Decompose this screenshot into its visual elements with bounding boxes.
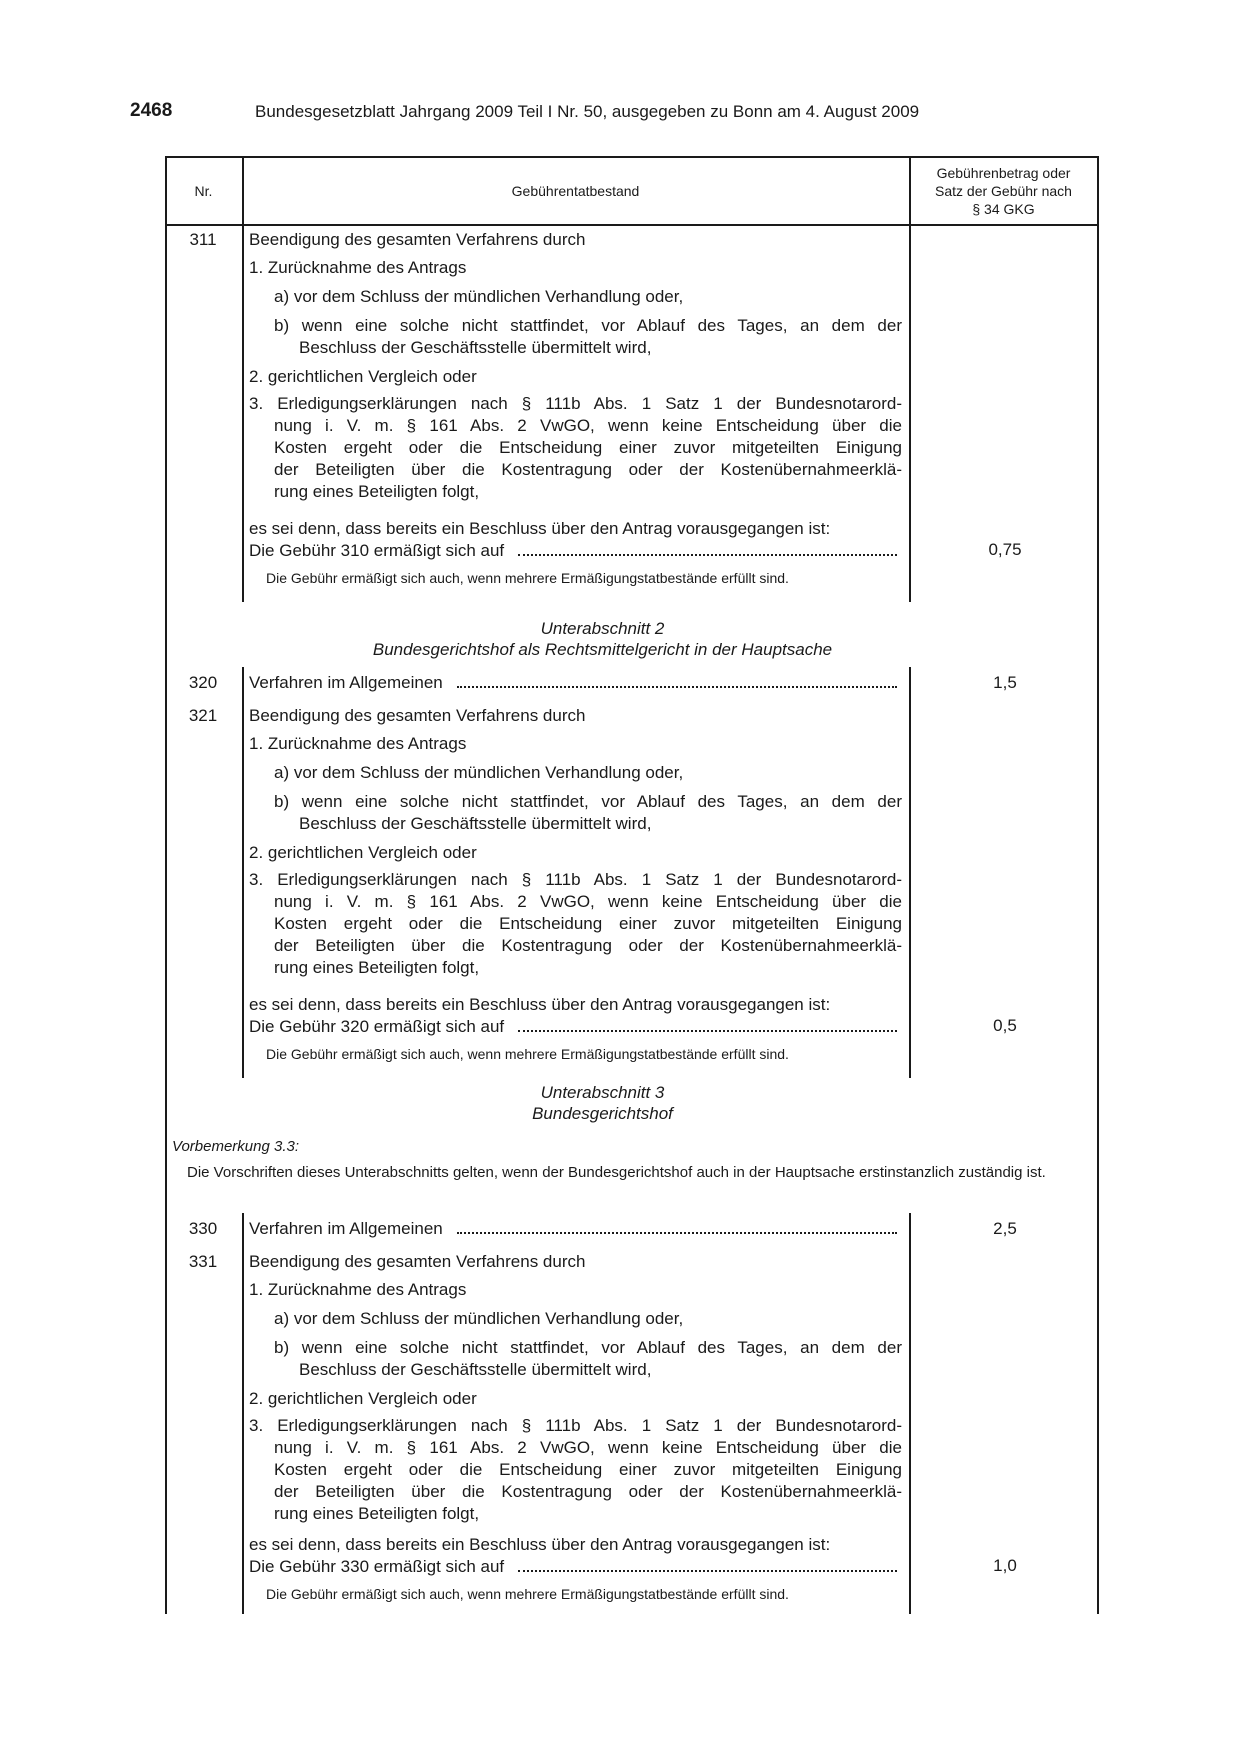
list-item-continuation: der Beteiligten über die Kostentragung oder der Kostenübernahmeerklä- xyxy=(274,1482,902,1501)
table-right-border xyxy=(1097,156,1099,1614)
leader-dots xyxy=(518,1029,897,1032)
list-subitem: b) wenn eine solche nicht stattfindet, vor Ablauf des Tages, an dem der xyxy=(274,792,902,811)
table-top-rule xyxy=(165,156,1098,158)
leader-dots xyxy=(518,1569,897,1572)
fee-leader-line xyxy=(249,672,899,694)
column-header-fee-line: § 34 GKG xyxy=(972,201,1035,217)
column-divider xyxy=(242,1213,244,1614)
fee-leader-line xyxy=(249,1556,899,1578)
list-item: 1. Zurücknahme des Antrags xyxy=(249,258,467,277)
subsection-subtitle: Bundesgerichtshof als Rechtsmittelgericht in der Hauptsache xyxy=(372,640,833,659)
list-item: 3. Erledigungserklärungen nach § 111b Abs. 1 Satz 1 der Bundesnotarord- xyxy=(249,394,902,413)
leader-dots xyxy=(518,553,897,556)
leader-dots xyxy=(457,685,897,688)
entry-condition: es sei denn, dass bereits ein Beschluss über den Antrag vorausgegangen ist: xyxy=(249,1535,831,1554)
fee-value: 2,5 xyxy=(993,1219,1017,1238)
entry-note: Die Gebühr ermäßigt sich auch, wenn mehrere Ermäßigungstatbestände erfüllt sind. xyxy=(266,570,789,586)
entry-note: Die Gebühr ermäßigt sich auch, wenn mehrere Ermäßigungstatbestände erfüllt sind. xyxy=(266,1046,789,1062)
fee-leader-line xyxy=(249,1218,899,1240)
list-item-continuation: Kosten ergeht oder die Entscheidung einer zuvor mitgeteilten Einigung xyxy=(274,438,902,457)
fee-value: 0,5 xyxy=(993,1016,1017,1035)
gazette-title: Bundesgesetzblatt Jahrgang 2009 Teil I Nr. 50, ausgegeben zu Bonn am 4. August 2009 xyxy=(255,102,920,121)
entry-text: Verfahren im Allgemeinen xyxy=(249,673,443,692)
fee-value: 1,5 xyxy=(993,673,1017,692)
list-subitem: a) vor dem Schluss der mündlichen Verhandlung oder, xyxy=(274,287,684,306)
entry-note: Die Gebühr ermäßigt sich auch, wenn mehrere Ermäßigungstatbestände erfüllt sind. xyxy=(266,1586,789,1602)
list-item-continuation: nung i. V. m. § 161 Abs. 2 VwGO, wenn keine Entscheidung über die xyxy=(274,892,902,911)
preliminary-note-title: Vorbemerkung 3.3: xyxy=(172,1138,300,1155)
column-divider xyxy=(242,667,244,1078)
entry-condition: es sei denn, dass bereits ein Beschluss über den Antrag vorausgegangen ist: xyxy=(249,995,831,1014)
list-item: 1. Zurücknahme des Antrags xyxy=(249,734,467,753)
entry-number: 321 xyxy=(188,706,218,725)
column-header-fee-line: Gebührenbetrag oder xyxy=(936,165,1071,181)
column-header-fee xyxy=(910,164,1097,218)
column-divider xyxy=(909,156,911,602)
list-item-continuation: rung eines Beteiligten folgt, xyxy=(274,1504,480,1523)
list-item-continuation: rung eines Beteiligten folgt, xyxy=(274,482,480,501)
column-header-nr: Nr. xyxy=(194,183,213,199)
entry-intro: Beendigung des gesamten Verfahrens durch xyxy=(249,230,586,249)
entry-number: 330 xyxy=(188,1219,218,1238)
list-item-continuation: Kosten ergeht oder die Entscheidung einer zuvor mitgeteilten Einigung xyxy=(274,1460,902,1479)
entry-intro: Beendigung des gesamten Verfahrens durch xyxy=(249,1252,586,1271)
list-subitem: b) wenn eine solche nicht stattfindet, vor Ablauf des Tages, an dem der xyxy=(274,1338,902,1357)
table-head-rule xyxy=(165,224,1098,226)
entry-number: 311 xyxy=(189,230,217,249)
list-item-continuation: nung i. V. m. § 161 Abs. 2 VwGO, wenn keine Entscheidung über die xyxy=(274,416,902,435)
column-header-description: Gebührentatbestand xyxy=(511,183,640,199)
list-subitem-continuation: Beschluss der Geschäftsstelle übermittelt wird, xyxy=(299,1360,652,1379)
list-item: 2. gerichtlichen Vergleich oder xyxy=(249,367,477,386)
list-item: 1. Zurücknahme des Antrags xyxy=(249,1280,467,1299)
entry-condition: es sei denn, dass bereits ein Beschluss über den Antrag vorausgegangen ist: xyxy=(249,519,831,538)
list-item-continuation: rung eines Beteiligten folgt, xyxy=(274,958,480,977)
entry-number: 320 xyxy=(188,673,218,692)
column-header-fee-line: Satz der Gebühr nach xyxy=(935,183,1072,199)
fee-value: 1,0 xyxy=(993,1556,1017,1575)
subsection-title: Unterabschnitt 2 xyxy=(540,619,665,638)
entry-number: 331 xyxy=(188,1252,218,1271)
entry-intro: Beendigung des gesamten Verfahrens durch xyxy=(249,706,586,725)
list-item: 2. gerichtlichen Vergleich oder xyxy=(249,843,477,862)
fee-reduction-text: Die Gebühr 320 ermäßigt sich auf xyxy=(249,1017,505,1036)
list-item-continuation: Kosten ergeht oder die Entscheidung einer zuvor mitgeteilten Einigung xyxy=(274,914,902,933)
list-item: 2. gerichtlichen Vergleich oder xyxy=(249,1389,477,1408)
leader-dots xyxy=(457,1231,897,1234)
list-item: 3. Erledigungserklärungen nach § 111b Abs. 1 Satz 1 der Bundesnotarord- xyxy=(249,1416,902,1435)
subsection-title: Unterabschnitt 3 xyxy=(540,1083,665,1102)
list-item-continuation: der Beteiligten über die Kostentragung oder der Kostenübernahmeerklä- xyxy=(274,936,902,955)
fee-reduction-text: Die Gebühr 330 ermäßigt sich auf xyxy=(249,1557,505,1576)
fee-value: 0,75 xyxy=(988,540,1022,559)
entry-text: Verfahren im Allgemeinen xyxy=(249,1219,443,1238)
page-header xyxy=(130,100,1110,126)
list-subitem: a) vor dem Schluss der mündlichen Verhandlung oder, xyxy=(274,763,684,782)
list-subitem: b) wenn eine solche nicht stattfindet, vor Ablauf des Tages, an dem der xyxy=(274,316,902,335)
list-subitem: a) vor dem Schluss der mündlichen Verhandlung oder, xyxy=(274,1309,684,1328)
column-divider xyxy=(909,1213,911,1614)
fee-reduction-text: Die Gebühr 310 ermäßigt sich auf xyxy=(249,541,505,560)
list-subitem-continuation: Beschluss der Geschäftsstelle übermittelt wird, xyxy=(299,338,652,357)
subsection-subtitle: Bundesgerichtshof xyxy=(532,1104,673,1123)
table-left-border xyxy=(165,156,167,1614)
preliminary-note-text: Die Vorschriften dieses Unterabschnitts gelten, wenn der Bundesgerichtshof auch in der Hauptsache erstinstanzlich zuständig ist. xyxy=(187,1164,1046,1181)
list-subitem-continuation: Beschluss der Geschäftsstelle übermittelt wird, xyxy=(299,814,652,833)
list-item: 3. Erledigungserklärungen nach § 111b Abs. 1 Satz 1 der Bundesnotarord- xyxy=(249,870,902,889)
list-item-continuation: nung i. V. m. § 161 Abs. 2 VwGO, wenn keine Entscheidung über die xyxy=(274,1438,902,1457)
page-number: 2468 xyxy=(130,100,173,121)
column-divider xyxy=(242,156,244,602)
fee-leader-line xyxy=(249,540,899,562)
fee-leader-line xyxy=(249,1016,899,1038)
list-item-continuation: der Beteiligten über die Kostentragung oder der Kostenübernahmeerklä- xyxy=(274,460,902,479)
